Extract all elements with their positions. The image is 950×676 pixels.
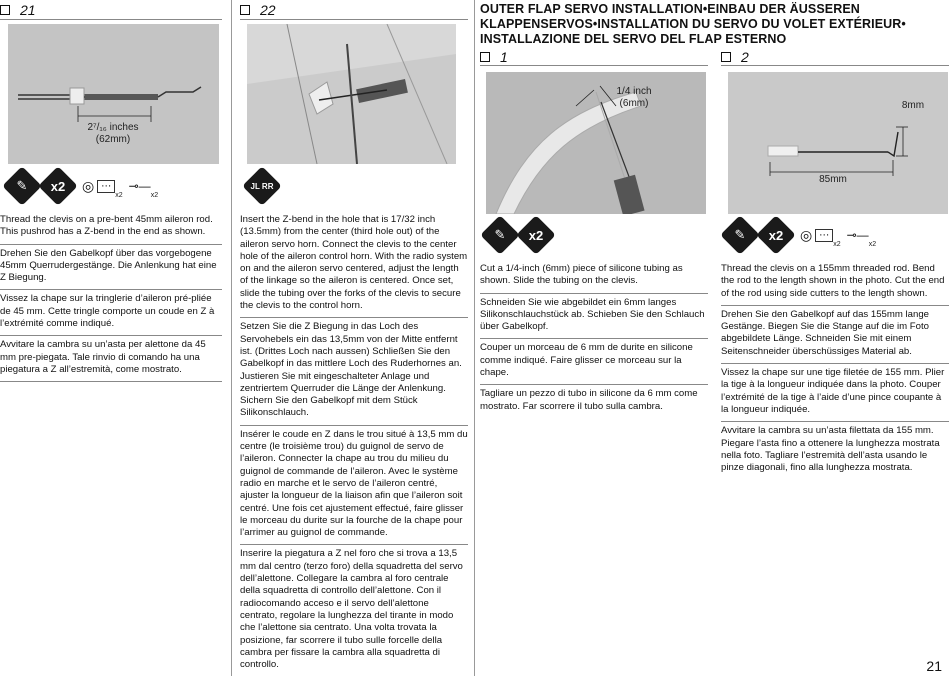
instruction-italian: Avvitare la cambra su un’asta filettata da 155 mm. Piegare l’asta fino a ottenere la lunghezza mostrata nella foto. Tagliare l’estremità dell’asta usando le pinze diagonali, fino alla lunghezza mostrata. — [721, 425, 940, 474]
hobby-knife-icon: ✎ — [720, 215, 760, 255]
silicone-tubing-photo — [486, 72, 706, 214]
step-21-header — [0, 0, 222, 20]
instruction-french: Vissez la chape sur la tringlerie d’aileron pré-pliée de 45 mm. Cette tringle comporte un coude en Z à l’extrémité comme indiqué. — [0, 290, 222, 336]
step-2-header — [721, 48, 949, 66]
instruction-english: Cut a 1/4-inch (6mm) piece of silicone tubing as shown. Slide the tubing on the clevis. — [480, 260, 708, 294]
section-title-line: KLAPPENSERVOS•INSTALLATION DU SERVO DU VOLET EXTÉRIEUR• — [480, 17, 906, 31]
instruction-german: Setzen Sie die Z Biegung in das Loch des Servohebels ein das 13,5mm von der Mitte entfernt ist. (Drittes Loch nach aussen) Schließen Sie den Gabelkopf in das mittlere Loch des Ruderhornes an. Justieren Sie mit eingeschalteter Anlage und zentriertem Querruder die Länge der Anlenkung. Sichern Sie den Gabelkopf mit dem Stück Silikonschlauch. — [240, 318, 468, 425]
step-1-instructions — [480, 260, 708, 418]
instruction-french: Vissez la chape sur une tige filetée de 155 mm. Plier la tige à la longueur indiquée dans la photo. Couper l’extrémité de la tige à l’aide d’une pince coupante à la longueur indiquée. — [721, 364, 949, 422]
instruction-italian: Avvitare la cambra su un’asta per alettone da 45 mm pre-piegata. Tale rinvio di comando ha una piegatura a Z all’estremità, come mostrato. — [0, 336, 222, 382]
step-22-icons — [244, 170, 280, 202]
section-title-line: INSTALLAZIONE DEL SERVO DEL FLAP ESTERNO — [480, 32, 787, 46]
section-title — [480, 2, 940, 47]
step-2-icons — [722, 219, 876, 251]
step-21-icons — [4, 170, 158, 202]
step-number: 21 — [20, 1, 36, 18]
instruction-german: Schneiden Sie wie abgebildet ein 6mm langes Silikonschlauchstück ab. Schieben Sie den Schlauch über Gabelkopf. — [480, 294, 708, 340]
dimension-label: 2⁷/₁₆ inches — [87, 122, 139, 133]
quantity-icon: x2 — [516, 215, 556, 255]
page-number: 21 — [926, 658, 942, 674]
instruction-english: Thread the clevis on a 155mm threaded rod. Bend the rod to the length shown in the photo. Cut the end of the rod using side cutters to the length shown. — [721, 260, 949, 306]
clevis-rod-photo — [8, 24, 219, 164]
hobby-knife-icon: ✎ — [2, 166, 42, 206]
step-1-header — [480, 48, 708, 66]
quantity-icon: x2 — [38, 166, 78, 206]
step-22-header — [240, 0, 468, 20]
instruction-french: Couper un morceau de 6 mm de durite en silicone comme indiqué. Faire glisser ce morceau sur la chape. — [480, 339, 708, 385]
pushrod-icon: ⊸— — [128, 179, 151, 193]
dimension-label-length: 85mm — [819, 174, 847, 185]
step-2-instructions — [721, 260, 949, 479]
step-number: 1 — [500, 48, 508, 65]
clevis-icon: ⋯ — [815, 229, 833, 242]
quantity-small: x2 — [115, 191, 123, 199]
step-1-icons — [482, 219, 554, 251]
quantity-small: x2 — [868, 240, 877, 248]
dimension-label: 8mm — [901, 100, 925, 111]
instruction-german: Drehen Sie den Gabelkopf über das vorgebogene 45mm Querrudergestänge. Die Anlenkung hat eine Z Biegung. — [0, 245, 222, 291]
radio-transmitter-icon: JL RR — [242, 166, 282, 206]
washer-icon: ◎ — [82, 177, 95, 194]
clevis-icon: ⋯ — [97, 180, 115, 193]
step-checkbox[interactable] — [480, 52, 490, 62]
quantity-icon: x2 — [756, 215, 796, 255]
quantity-small: x2 — [833, 240, 841, 248]
step-22-column — [240, 0, 468, 20]
dimension-label-metric: (62mm) — [95, 134, 131, 145]
instruction-english: Thread the clevis on a pre-bent 45mm aileron rod. This pushrod has a Z-bend in the end as shown. — [0, 211, 222, 245]
hobby-knife-icon: ✎ — [480, 215, 520, 255]
instruction-french: Insérer le coude en Z dans le trou situé à 13,5 mm du centre (le troisième trou) du guignol de servo de l’aileron. Connecter la chape au trou du milieu du guignol de commande de l’aileron. Avec le système radio en marche et le servo de l’aileron centré, ajuster la longueur de la liaison afin que l’aileron soit centré. Une fois cet ajustement effectué, faire glisser le morceau du durite sur la fourche de la chape pour l’arrimer au guignol de commande. — [240, 426, 468, 546]
instruction-english: Insert the Z-bend in the hole that is 17/32 inch (13.5mm) from the center (third hole out) of the aileron servo horn. Connect the clevis to the center hole of the aileron control horn. With the radio system on and the aileron servo centered, adjust the length of the linkage so the aileron is centered. Once set, slide the tubing over the forks of the clevis to secure the clevis to the control horn. — [240, 211, 468, 318]
instruction-italian: Tagliare un pezzo di tubo in silicone da 6 mm come mostrato. Far scorrere il tubo sulla cambra. — [480, 388, 698, 412]
instruction-german: Drehen Sie den Gabelkopf auf das 155mm lange Gestänge. Biegen Sie die Stange auf die im Foto abgebildete Länge. Schneiden Sie mit einem Seitenschneider überschüssiges Material ab. — [721, 306, 949, 364]
step-22-instructions — [240, 211, 468, 676]
step-21-instructions — [0, 211, 222, 382]
dimension-label-metric: (6mm) — [619, 98, 649, 109]
section-title-line: OUTER FLAP SERVO INSTALLATION•EINBAU DER ÄUSSEREN — [480, 2, 860, 16]
pushrod-icon: ⊸— — [846, 228, 869, 242]
step-number: 2 — [741, 48, 749, 65]
dimension-label: 1/4 inch — [616, 86, 652, 97]
threaded-rod-photo — [728, 72, 948, 214]
step-21-column — [0, 0, 222, 20]
instruction-italian: Inserire la piegatura a Z nel foro che si trova a 13,5 mm dal centro (terzo foro) della squadretta del servo dell’alettone. Collegare la cambra al foro centrale della squadretta di controllo dell’alettone. Con il radiocomando acceso e il servo dell’alettone centrato, regolare la lunghezza del tirante in modo che l’alettone sia centrato. Una volta trovata la posizione, far scorrere il tubo sulle forcelle della cambra per fissare la cambra alla squadretta di controllo. — [240, 545, 468, 676]
servo-horn-photo — [247, 24, 456, 164]
step-checkbox[interactable] — [240, 5, 250, 15]
quantity-small: x2 — [150, 191, 159, 199]
washer-icon: ◎ — [800, 226, 813, 243]
step-number: 22 — [260, 1, 276, 18]
step-checkbox[interactable] — [0, 5, 10, 15]
step-checkbox[interactable] — [721, 52, 731, 62]
